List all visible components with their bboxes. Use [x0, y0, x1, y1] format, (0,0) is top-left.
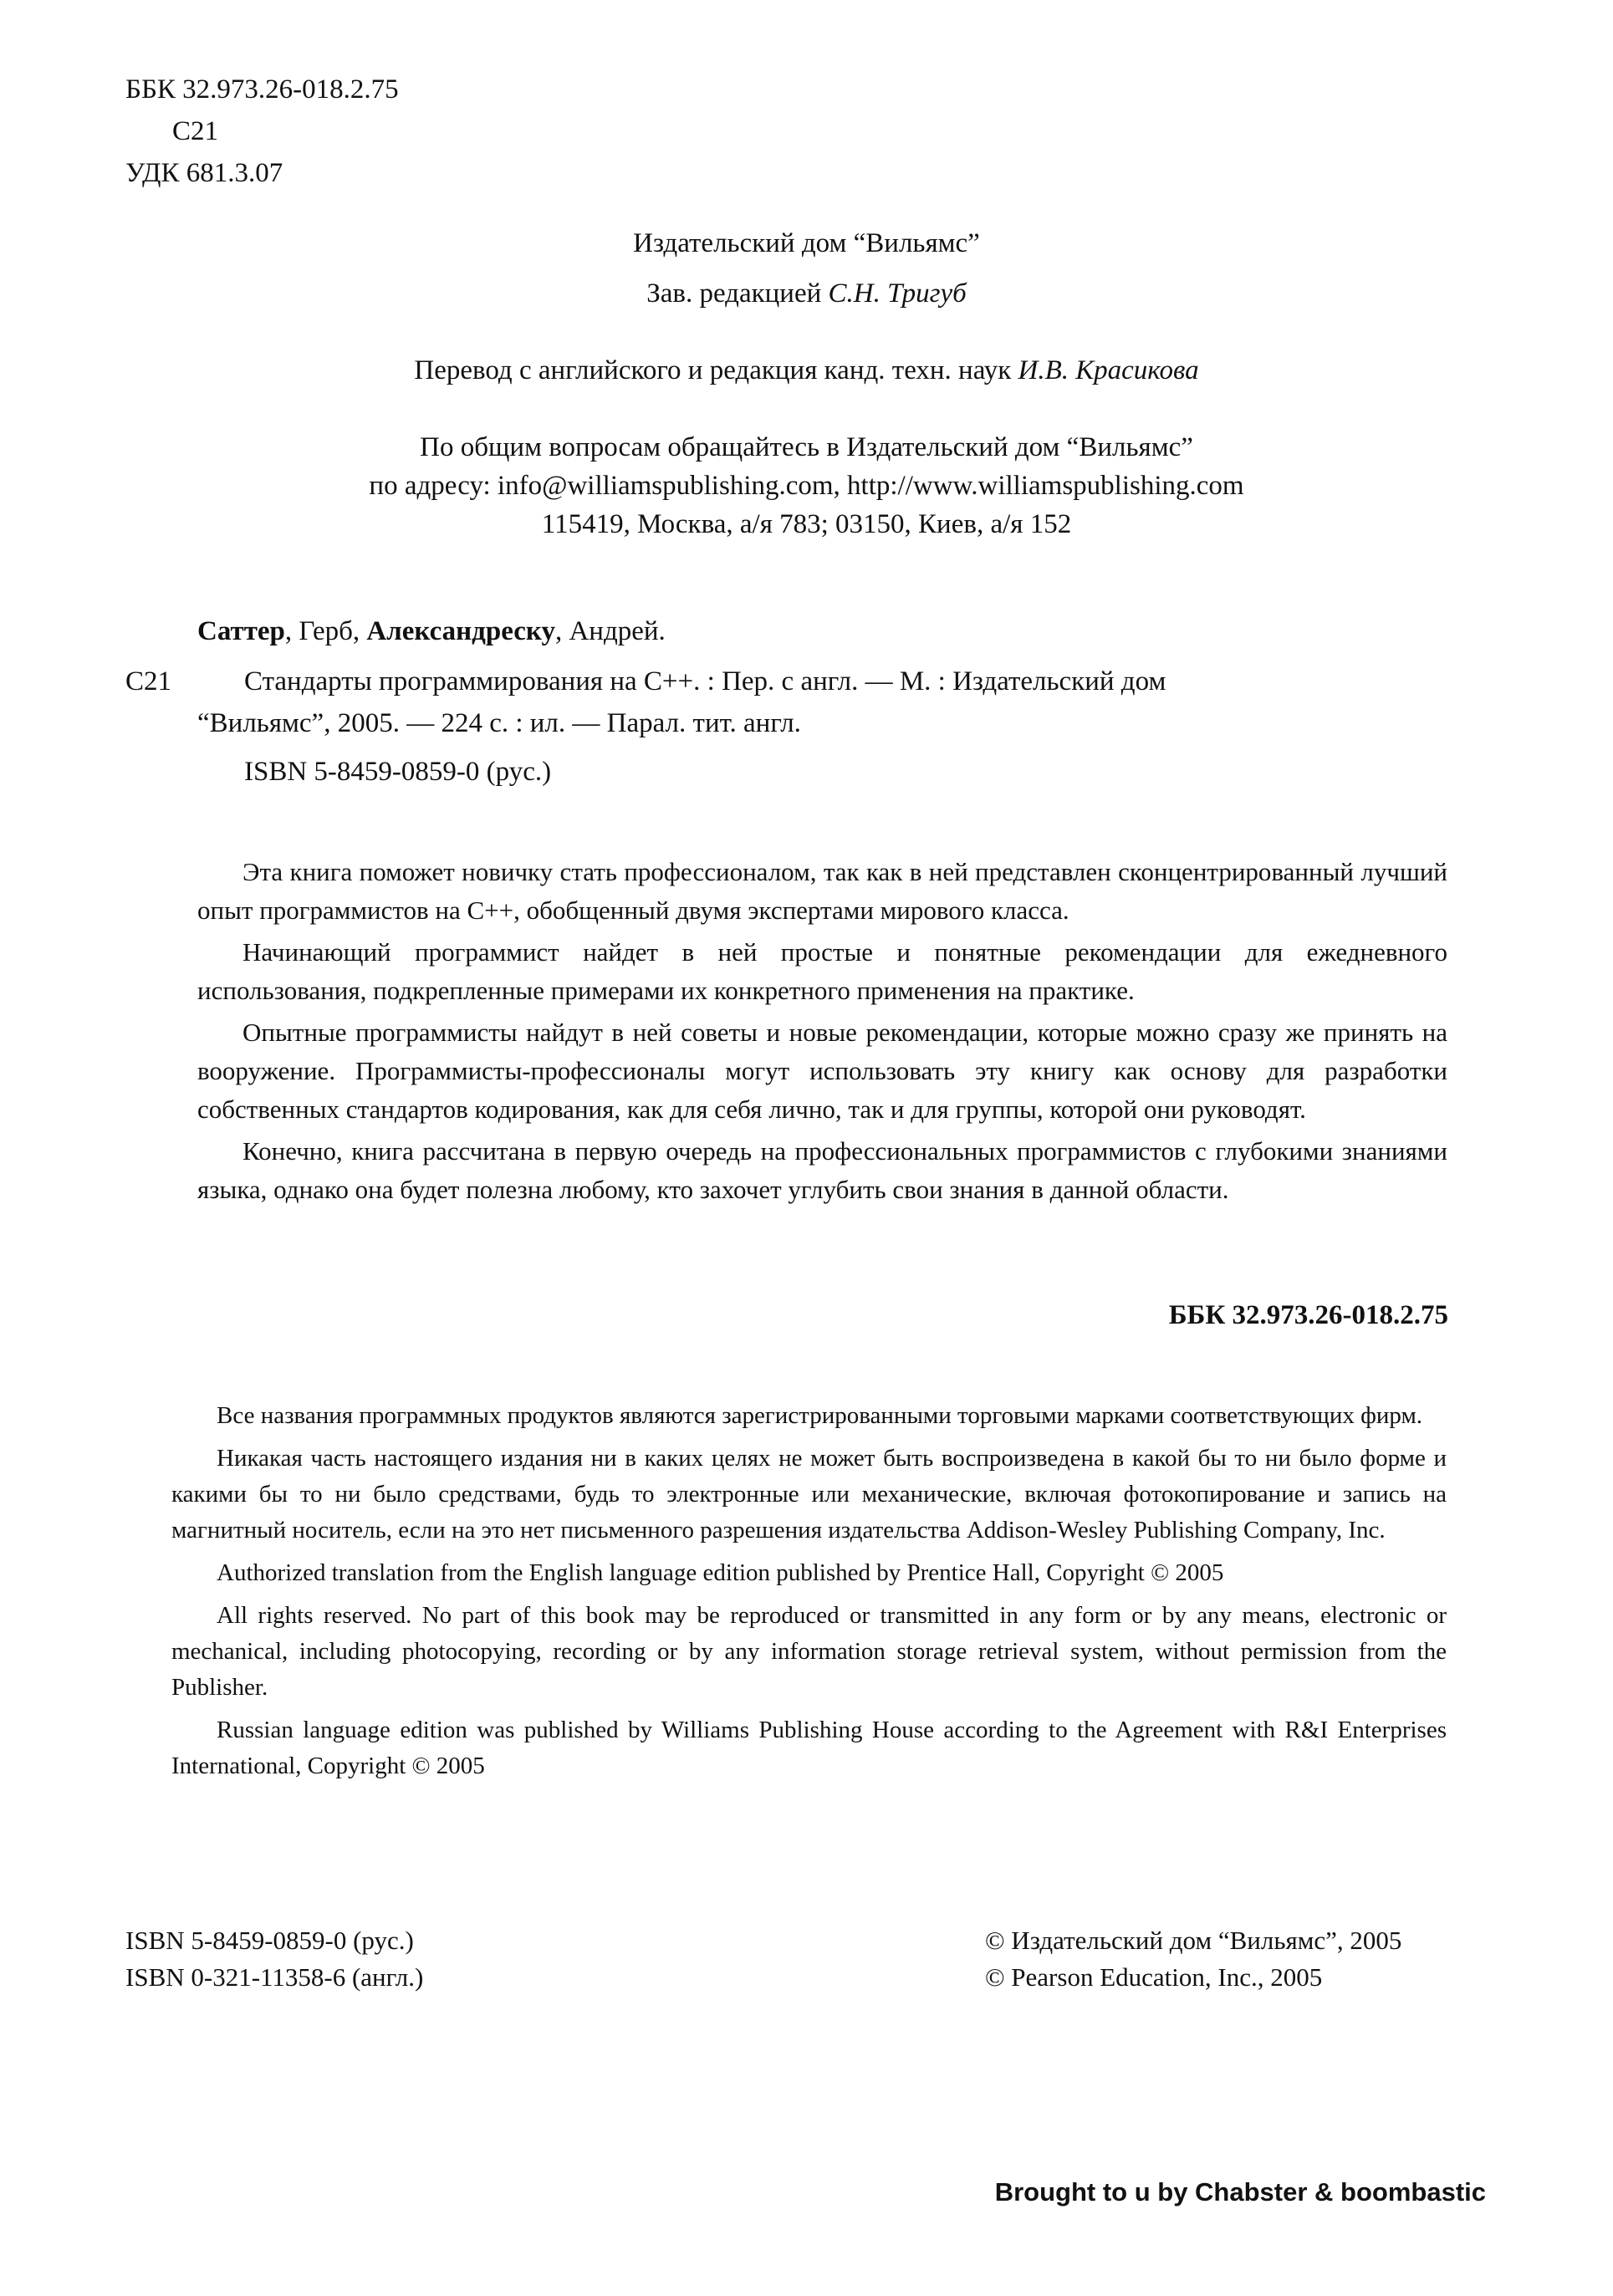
legal-paragraph: Никакая часть настоящего издания ни в каких целях не может быть воспроизведена в какой бы то ни было форме и какими бы то ни было средствами, будь то электронные или механические, включая фотокопирование и запись на магнитный носитель, если на это нет письменного разрешения издательства Addison-Wesley Publishing Company, Inc. [171, 1445, 1447, 1543]
footer-isbn-ru: ISBN 5-8459-0859-0 (рус.) [125, 1926, 414, 1955]
annotation-paragraph: Эта книга поможет новичку стать профессионалом, так как в ней представлен сконцентрированный лучший опыт программистов на С++, обобщенный двумя экспертами мирового класса. [197, 857, 1447, 925]
udk-code: УДК 681.3.07 [125, 158, 283, 188]
translator-name: И.В. Красикова [1018, 355, 1199, 385]
author-1-surname: Саттер [197, 616, 285, 646]
catalog-title-line-2: “Вильямс”, 2005. — 224 с. : ил. — Парал. тит. англ. [197, 708, 801, 738]
catalog-title-line-1: Стандарты программирования на С++. : Пер. с англ. — М. : Издательский дом [244, 666, 1166, 696]
legal-paragraph: Russian language edition was published by Williams Publishing House according to the Agreement with R&I Enterprises International, Copyright © 2005 [171, 1717, 1447, 1779]
bbk-code: ББК 32.973.26-018.2.75 [125, 74, 399, 105]
translation-line [0, 350, 1613, 391]
footer-copyright-ru: © Издательский дом “Вильямс”, 2005 [985, 1926, 1402, 1955]
author-2-first: , Андрей. [554, 616, 666, 646]
editor-name: С.Н. Тригуб [828, 278, 967, 309]
annotation-paragraph: Опытные программисты найдут в ней советы и новые рекомендации, которые можно сразу же принять на вооружение. Программисты-профессионалы могут использовать эту книгу как основу для разработки собственных стандартов кодирования, как для себя лично, так и для группы, которой они руководят. [197, 1018, 1447, 1124]
legal-paragraph: All rights reserved. No part of this book may be reproduced or transmitted in any form or by any means, electronic or mechanical, including photocopying, recording or by any information storage retrieval system, without permission from the Publisher. [171, 1602, 1447, 1701]
footer-isbn-en: ISBN 0-321-11358-6 (англ.) [125, 1962, 424, 1992]
catalog-isbn: ISBN 5-8459-0859-0 (рус.) [244, 757, 552, 787]
translation-label: Перевод с английского и редакция канд. техн. наук [414, 355, 1012, 385]
contact-line-2: по адресу: info@williamspublishing.com, http://www.williamspublishing.com [369, 471, 1244, 501]
legal-paragraph: Authorized translation from the English language edition published by Prentice Hall, Copyright © 2005 [217, 1559, 1224, 1586]
watermark: Brought to u by Chabster & boombastic [994, 2177, 1486, 2207]
legal-notices [171, 1398, 1447, 1791]
editor-line [0, 273, 1613, 314]
annotation [197, 853, 1447, 1212]
catalog-authors [197, 610, 666, 652]
publisher-name: Издательский дом “Вильямс” [633, 228, 980, 258]
contact-line-3: 115419, Москва, а/я 783; 03150, Киев, а/я 152 [541, 509, 1072, 539]
annotation-paragraph: Конечно, книга рассчитана в первую очередь на профессиональных программистов с глубокими знаниями языка, однако она будет полезна любому, кто захочет углубить свои знания в данной области. [197, 1136, 1447, 1204]
footer-copyright-en: © Pearson Education, Inc., 2005 [985, 1962, 1323, 1992]
author-mark: С21 [172, 116, 219, 146]
author-1-first: , Герб, [284, 616, 360, 646]
annotation-paragraph: Начинающий программист найдет в ней простые и понятные рекомендации для ежедневного использования, подкрепленные примерами их конкретного применения на практике. [197, 937, 1447, 1005]
annotation-bbk: ББК 32.973.26-018.2.75 [1168, 1300, 1448, 1330]
legal-paragraph: Все названия программных продуктов являются зарегистрированными торговыми марками соответствующих фирм. [217, 1402, 1423, 1429]
author-2-surname: Александреску [366, 616, 555, 646]
editor-label: Зав. редакцией [646, 278, 822, 309]
catalog-mark: С21 [125, 666, 172, 696]
contact-line-1: По общим вопросам обращайтесь в Издательский дом “Вильямс” [420, 432, 1193, 462]
